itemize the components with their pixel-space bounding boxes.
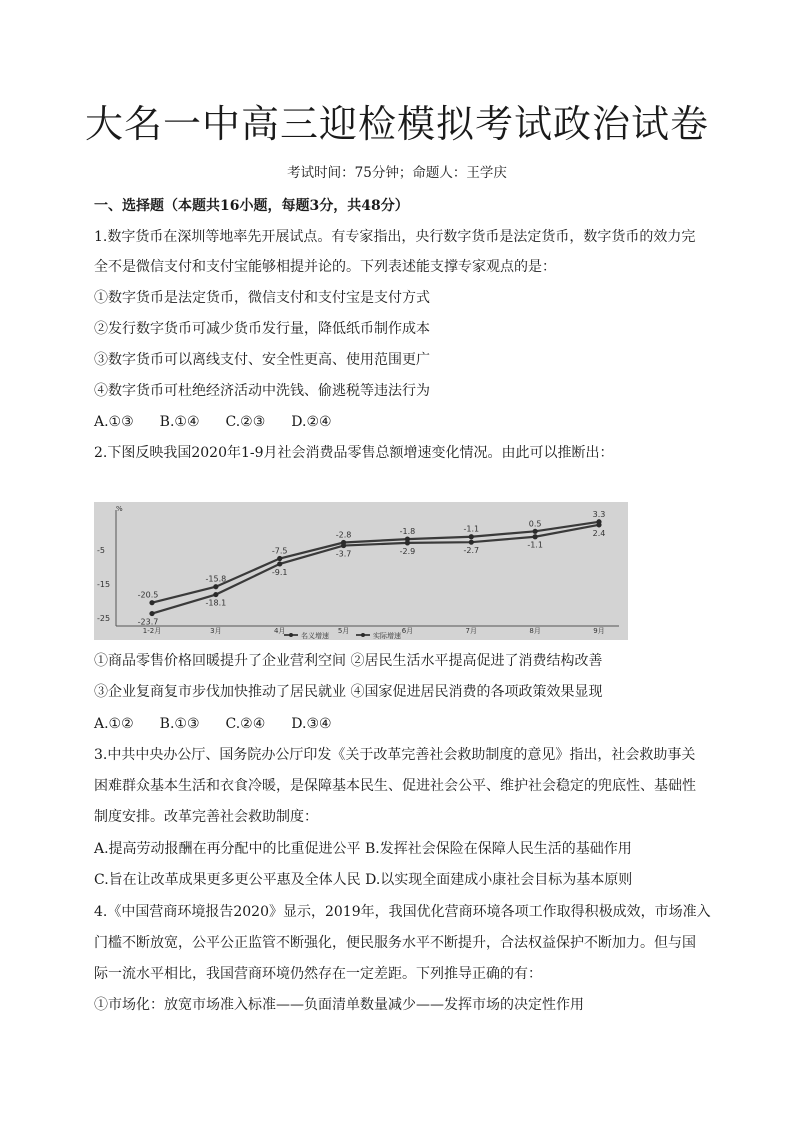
data-point: [277, 561, 282, 566]
data-point: [149, 600, 154, 605]
y-tick-label: -25: [97, 614, 111, 623]
data-point: [596, 522, 601, 527]
chart-svg: [94, 502, 628, 640]
q3-stem-line3: 制度安排。改革完善社会救助制度：: [94, 809, 318, 825]
q2-options-line2: ③企业复商复市步伐加快推动了居民就业 ④国家促进居民消费的各项政策效果显现: [94, 684, 603, 700]
q2-choice-c: C.②④: [225, 716, 266, 732]
q1-choice-c: C.②③: [225, 414, 266, 430]
data-label: 0.5: [528, 519, 542, 529]
q1-choice-a: A.①③: [94, 414, 134, 430]
q4-stem-line3: 际一流水平相比，我国营商环境仍然存在一定差距。下列推导正确的有：: [94, 966, 542, 982]
legend-marker: [289, 633, 293, 637]
data-point: [533, 534, 538, 539]
data-point: [469, 540, 474, 545]
q2-stem: 2.下图反映我国2020年1-9月社会消费品零售总额增速变化情况。由此可以推断出：: [94, 445, 614, 461]
y-tick-label: -15: [97, 580, 111, 589]
legend-label: 实际增速: [373, 632, 401, 640]
data-point: [341, 543, 346, 548]
q1-option-4: ④数字货币可杜绝经济活动中洗钱、偷逃税等违法行为: [94, 383, 430, 399]
q2-choice-a: A.①②: [94, 716, 134, 732]
data-label: 2.4: [592, 528, 606, 538]
q2-choice-d: D.③④: [291, 716, 332, 732]
q1-choice-d: D.②④: [291, 414, 332, 430]
x-tick-label: 4月: [273, 627, 286, 635]
q4-stem-line2: 门槛不断放宽，公平公正监管不断强化，便民服务水平不断提升，合法权益保护不断加力。但与国: [94, 935, 696, 951]
data-label: -3.7: [335, 549, 352, 559]
data-label: -23.7: [137, 617, 159, 627]
x-tick-label: 5月: [337, 627, 350, 635]
x-tick-label: 1-2月: [142, 627, 162, 635]
q3-options-ab: A.提高劳动报酬在再分配中的比重促进公平 B.发挥社会保险在保障人民生活的基础作用: [94, 841, 632, 857]
data-label: -1.8: [399, 527, 416, 537]
data-point: [277, 556, 282, 561]
q1-option-2: ②发行数字货币可减少货币发行量，降低纸币制作成本: [94, 321, 430, 337]
q2-choice-b: B.①③: [159, 716, 200, 732]
q1-option-3: ③数字货币可以离线支付、安全性更高、使用范围更广: [94, 352, 430, 368]
q1-stem-line2: 全不是微信支付和支付宝能够相提并论的。下列表述能支撑专家观点的是：: [94, 259, 556, 275]
page-title: 大名一中高三迎检模拟考试政治试卷: [84, 102, 709, 146]
data-label: -18.1: [205, 598, 227, 608]
q2-options-line1: ①商品零售价格回暖提升了企业营利空间 ②居民生活水平提高促进了消费结构改善: [94, 653, 603, 669]
q1-choice-b: B.①④: [159, 414, 200, 430]
section-heading: 一、选择题（本题共16小题，每题3分，共48分）: [94, 198, 409, 214]
data-label: -1.1: [527, 540, 543, 550]
data-label: -15.8: [205, 574, 227, 584]
data-label: -20.5: [137, 590, 159, 600]
data-label: -2.9: [399, 546, 416, 556]
y-unit-label: %: [116, 505, 123, 513]
q4-option-1: ①市场化：放宽市场准入标准——负面清单数量减少——发挥市场的决定性作用: [94, 997, 584, 1013]
data-point: [213, 592, 218, 597]
q1-choices: [94, 412, 358, 432]
x-tick-label: 6月: [401, 627, 414, 635]
y-tick-label: -5: [97, 546, 105, 555]
data-point: [149, 611, 154, 616]
exam-info: 考试时间：75分钟；命题人：王学庆: [287, 165, 507, 181]
q4-stem-line1: 4.《中国营商环境报告2020》显示，2019年，我国优化营商环境各项工作取得积极成效，市场准入: [94, 904, 711, 920]
retail-sales-growth-chart: [94, 502, 628, 640]
q3-options-cd: C.旨在让改革成果更多更公平惠及全体人民 D.以实现全面建成小康社会目标为基本原则: [94, 872, 633, 888]
data-point: [469, 534, 474, 539]
q2-choices: [94, 714, 358, 734]
legend-marker: [361, 633, 365, 637]
data-point: [533, 529, 538, 534]
x-tick-label: 7月: [465, 627, 478, 635]
data-label: -2.7: [463, 546, 480, 556]
data-point: [213, 584, 218, 589]
q3-stem-line2: 困难群众基本生活和衣食冷暖，是保障基本民生、促进社会公平、维护社会稳定的兜底性、基础性: [94, 778, 696, 794]
data-label: -7.5: [271, 546, 288, 556]
q1-stem-line1: 1.数字货币在深圳等地率先开展试点。有专家指出，央行数字货币是法定货币，数字货币的效力完: [94, 229, 696, 245]
x-tick-label: 3月: [210, 627, 222, 635]
q1-option-1: ①数字货币是法定货币，微信支付和支付宝是支付方式: [94, 290, 430, 306]
data-label: -2.8: [335, 530, 352, 540]
q3-stem-line1: 3.中共中央办公厅、国务院办公厅印发《关于改革完善社会救助制度的意见》指出，社会救助事关: [94, 747, 696, 763]
data-label: -9.1: [271, 567, 288, 577]
legend-label: 名义增速: [301, 632, 329, 640]
x-tick-label: 9月: [593, 627, 605, 635]
data-label: 3.3: [592, 509, 606, 519]
data-point: [405, 540, 410, 545]
data-label: -1.1: [463, 524, 480, 534]
chart-background: [94, 502, 628, 640]
x-tick-label: 8月: [529, 627, 541, 635]
